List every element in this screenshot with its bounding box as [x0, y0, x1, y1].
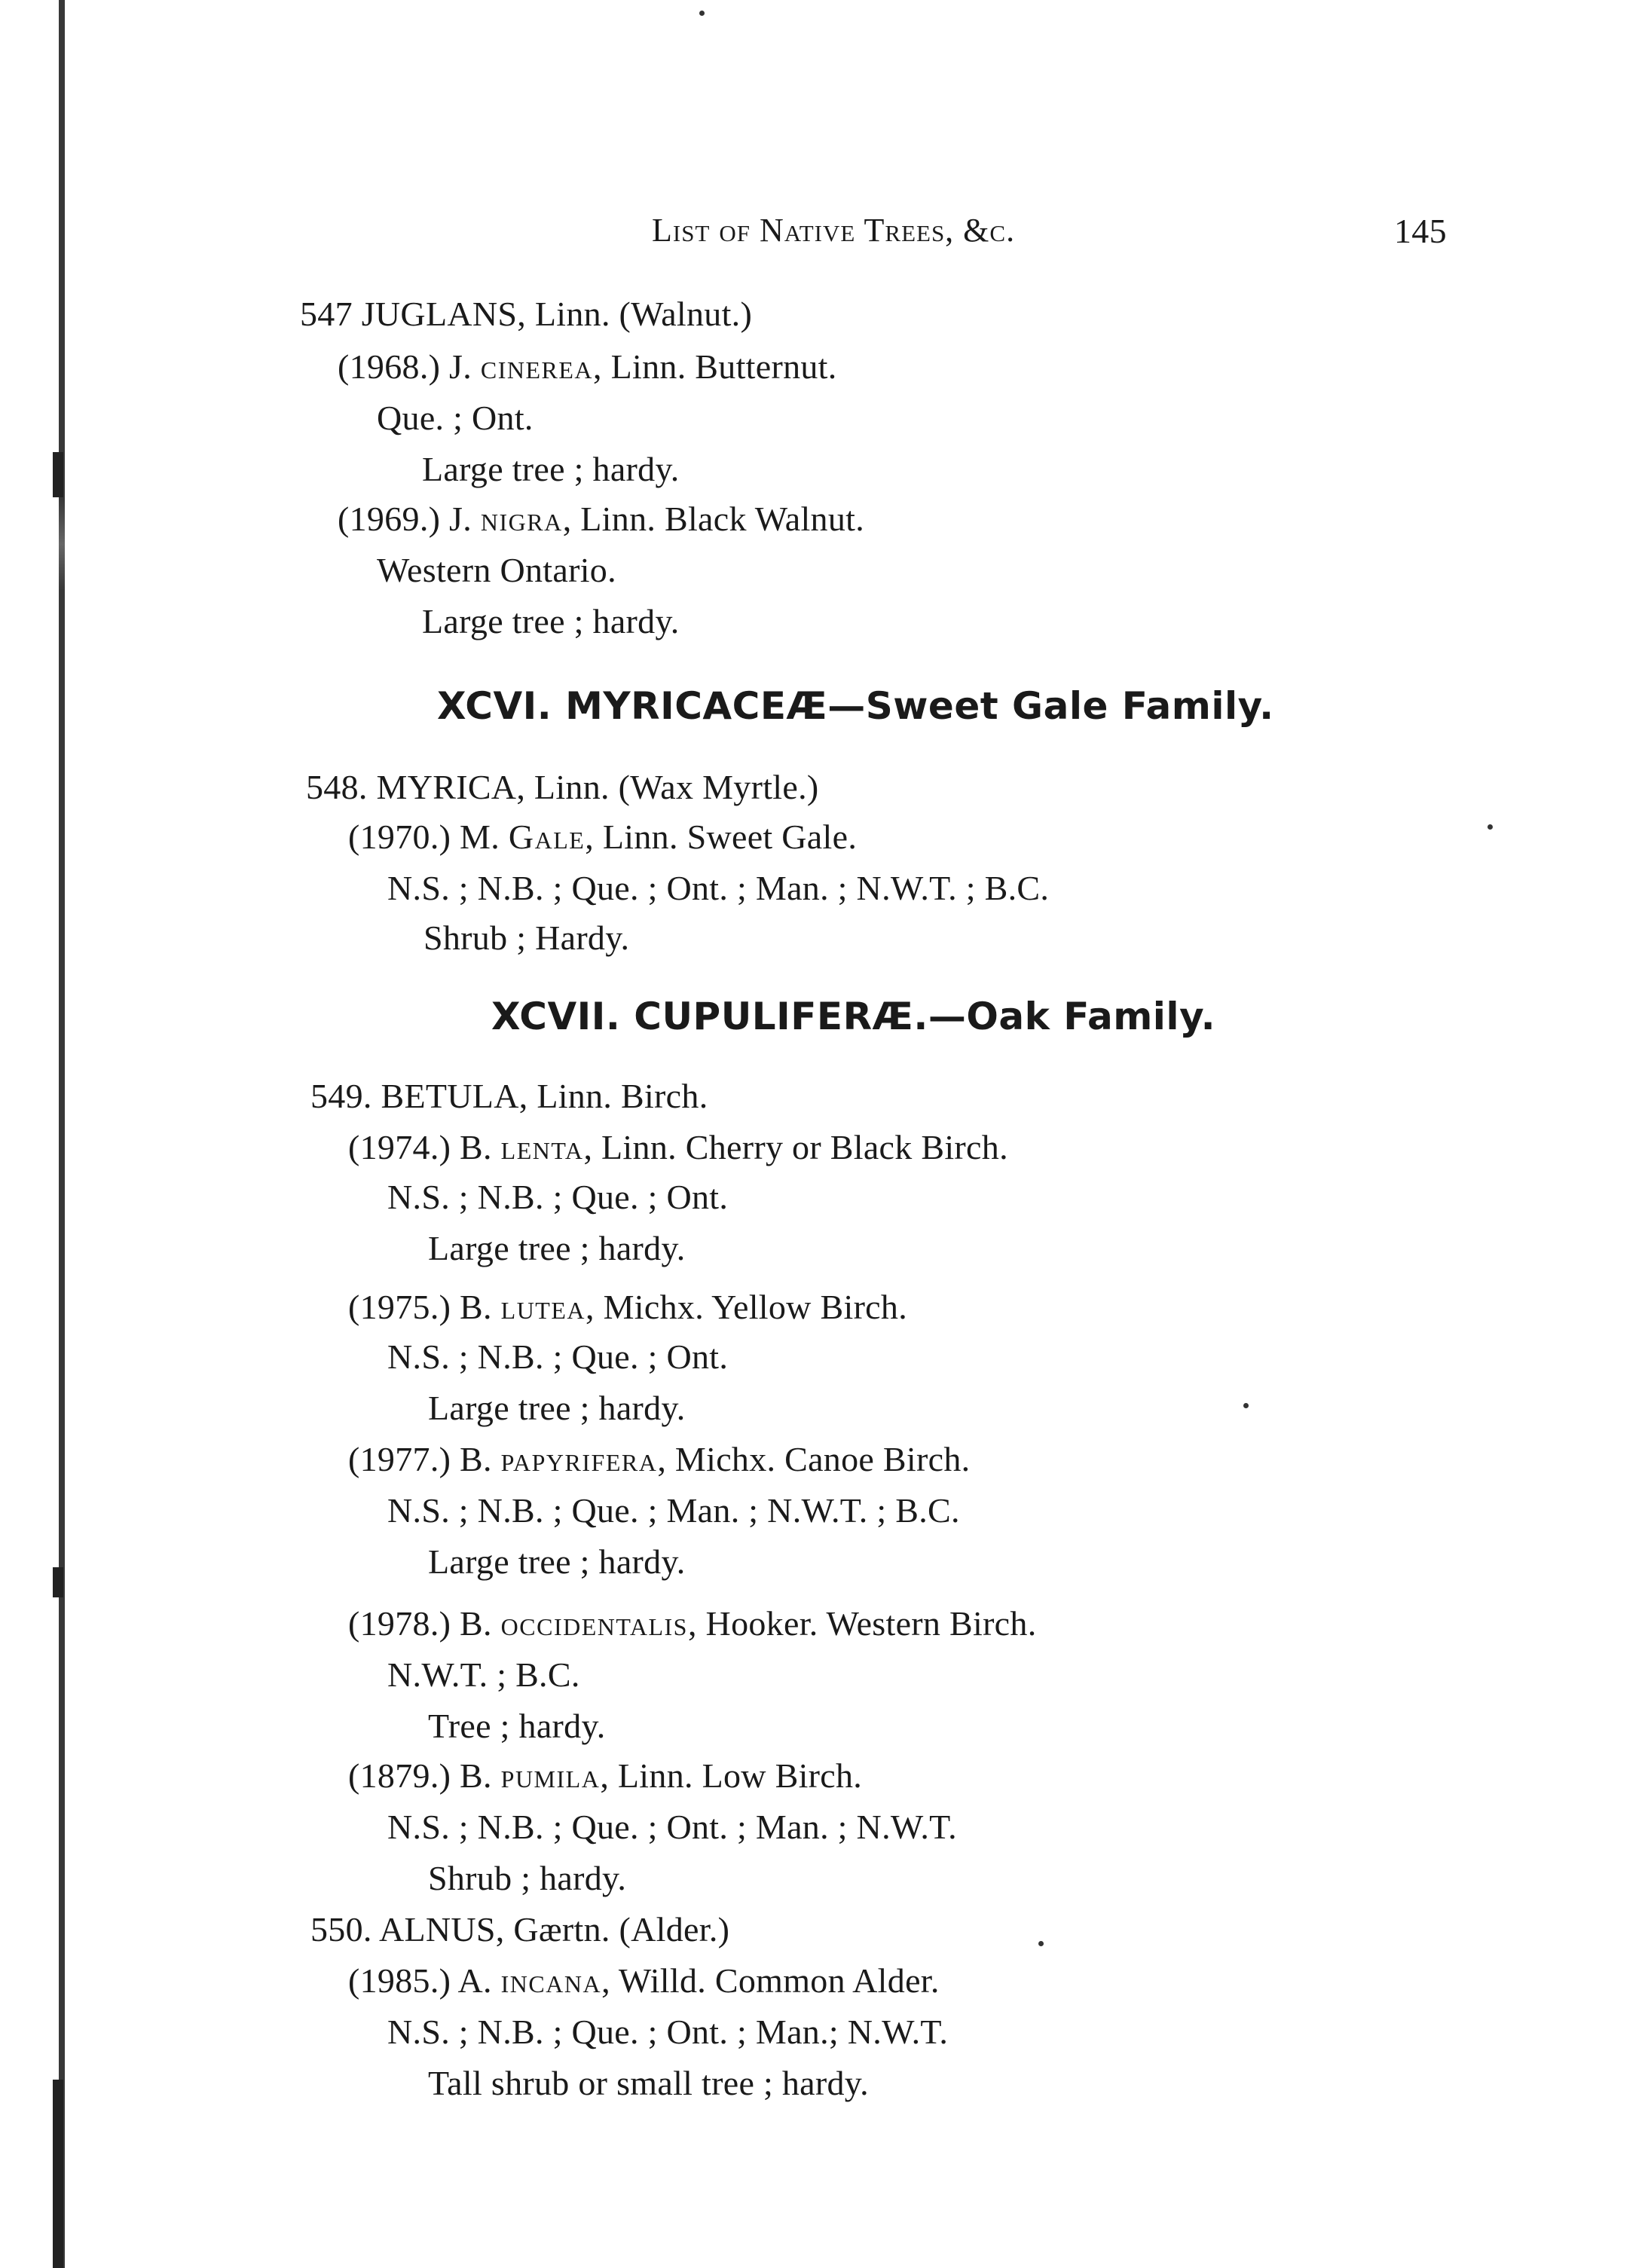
species-authority-common: , Linn. Low Birch. — [600, 1756, 863, 1795]
species-name: pumila — [500, 1756, 601, 1795]
species-name: Gale — [508, 818, 586, 856]
species-entry-1975 — [348, 1290, 907, 1325]
family-heading-cupuliferae: XCVII. CUPULIFERÆ.—Oak Family. — [491, 995, 1216, 1038]
running-header: List of Native Trees, &c. — [652, 212, 1016, 249]
species-authority-common: , Hooker. Western Birch. — [687, 1604, 1037, 1643]
species-number: (1974.) B. — [348, 1128, 492, 1166]
species-number: (1969.) J. — [338, 500, 472, 538]
species-note: Shrub ; Hardy. — [423, 919, 630, 957]
species-entry-1970 — [348, 820, 857, 854]
species-name: cinerea — [480, 347, 594, 386]
species-range: N.S. ; N.B. ; Que. ; Ont. — [387, 1337, 729, 1376]
species-authority-common: , Linn. Sweet Gale. — [585, 818, 858, 856]
species-range: Que. ; Ont. — [377, 399, 534, 437]
species-authority-common: , Linn. Cherry or Black Birch. — [583, 1128, 1008, 1166]
species-note: Large tree ; hardy. — [422, 450, 680, 488]
binding-mark — [53, 452, 63, 497]
species-note: Large tree ; hardy. — [428, 1542, 686, 1581]
species-note: Shrub ; hardy. — [428, 1859, 627, 1897]
binding-mark — [53, 2080, 63, 2268]
species-authority-common: , Linn. Butternut. — [593, 347, 837, 386]
species-range: N.S. ; N.B. ; Que. ; Ont. ; Man.; N.W.T. — [387, 2013, 949, 2051]
species-authority-common: , Michx. Yellow Birch. — [586, 1288, 908, 1326]
page-number: 145 — [1394, 212, 1447, 250]
page-binding-edge — [59, 0, 65, 2268]
species-number: (1968.) J. — [338, 347, 472, 386]
scan-speck — [1243, 1403, 1249, 1408]
species-number: (1978.) B. — [348, 1604, 492, 1643]
species-authority-common: , Linn. Black Walnut. — [562, 500, 865, 538]
species-number: (1975.) B. — [348, 1288, 492, 1326]
species-entry-1879 — [348, 1756, 863, 1795]
species-range: N.W.T. ; B.C. — [387, 1655, 580, 1694]
species-authority-common: , Michx. Canoe Birch. — [657, 1440, 971, 1478]
species-entry-1985 — [348, 1961, 940, 2000]
species-entry-1977 — [348, 1442, 970, 1477]
genus-heading-juglans: 547 JUGLANS, Linn. (Walnut.) — [300, 295, 753, 333]
species-note: Large tree ; hardy. — [428, 1229, 686, 1267]
genus-heading-alnus: 550. ALNUS, Gærtn. (Alder.) — [310, 1910, 730, 1949]
species-number: (1970.) M. — [348, 818, 500, 856]
species-range: N.S. ; N.B. ; Que. ; Man. ; N.W.T. ; B.C. — [387, 1491, 960, 1530]
scan-speck — [699, 11, 705, 16]
species-entry-1978 — [348, 1606, 1037, 1641]
species-range: N.S. ; N.B. ; Que. ; Ont. — [387, 1178, 729, 1216]
species-entry-1968 — [338, 347, 837, 386]
species-number: (1985.) A. — [348, 1961, 492, 2000]
species-note: Tall shrub or small tree ; hardy. — [428, 2064, 869, 2102]
species-entry-1974 — [348, 1130, 1008, 1165]
family-heading-myricaceae: XCVI. MYRICACEÆ—Sweet Gale Family. — [437, 684, 1274, 728]
species-note: Tree ; hardy. — [428, 1707, 606, 1745]
species-note: Large tree ; hardy. — [422, 602, 680, 640]
species-name: incana — [500, 1961, 602, 2000]
species-range: N.S. ; N.B. ; Que. ; Ont. ; Man. ; N.W.T. ; B.C. — [387, 869, 1050, 907]
species-name: lutea — [500, 1288, 586, 1326]
species-name: papyrifera — [500, 1440, 658, 1478]
species-name: nigra — [480, 500, 563, 538]
species-range: N.S. ; N.B. ; Que. ; Ont. ; Man. ; N.W.T. — [387, 1808, 957, 1846]
species-name: lenta — [500, 1128, 584, 1166]
species-authority-common: , Willd. Common Alder. — [601, 1961, 940, 2000]
genus-heading-myrica: 548. MYRICA, Linn. (Wax Myrtle.) — [306, 768, 819, 806]
species-note: Large tree ; hardy. — [428, 1389, 686, 1427]
species-entry-1969 — [338, 502, 864, 536]
species-range: Western Ontario. — [377, 551, 616, 589]
species-number: (1977.) B. — [348, 1440, 492, 1478]
genus-heading-betula: 549. BETULA, Linn. Birch. — [310, 1077, 708, 1115]
species-name: occidentalis — [500, 1604, 688, 1643]
scan-speck — [1487, 824, 1493, 830]
scan-speck — [1038, 1941, 1044, 1946]
species-number: (1879.) B. — [348, 1756, 492, 1795]
binding-mark — [53, 1567, 63, 1597]
